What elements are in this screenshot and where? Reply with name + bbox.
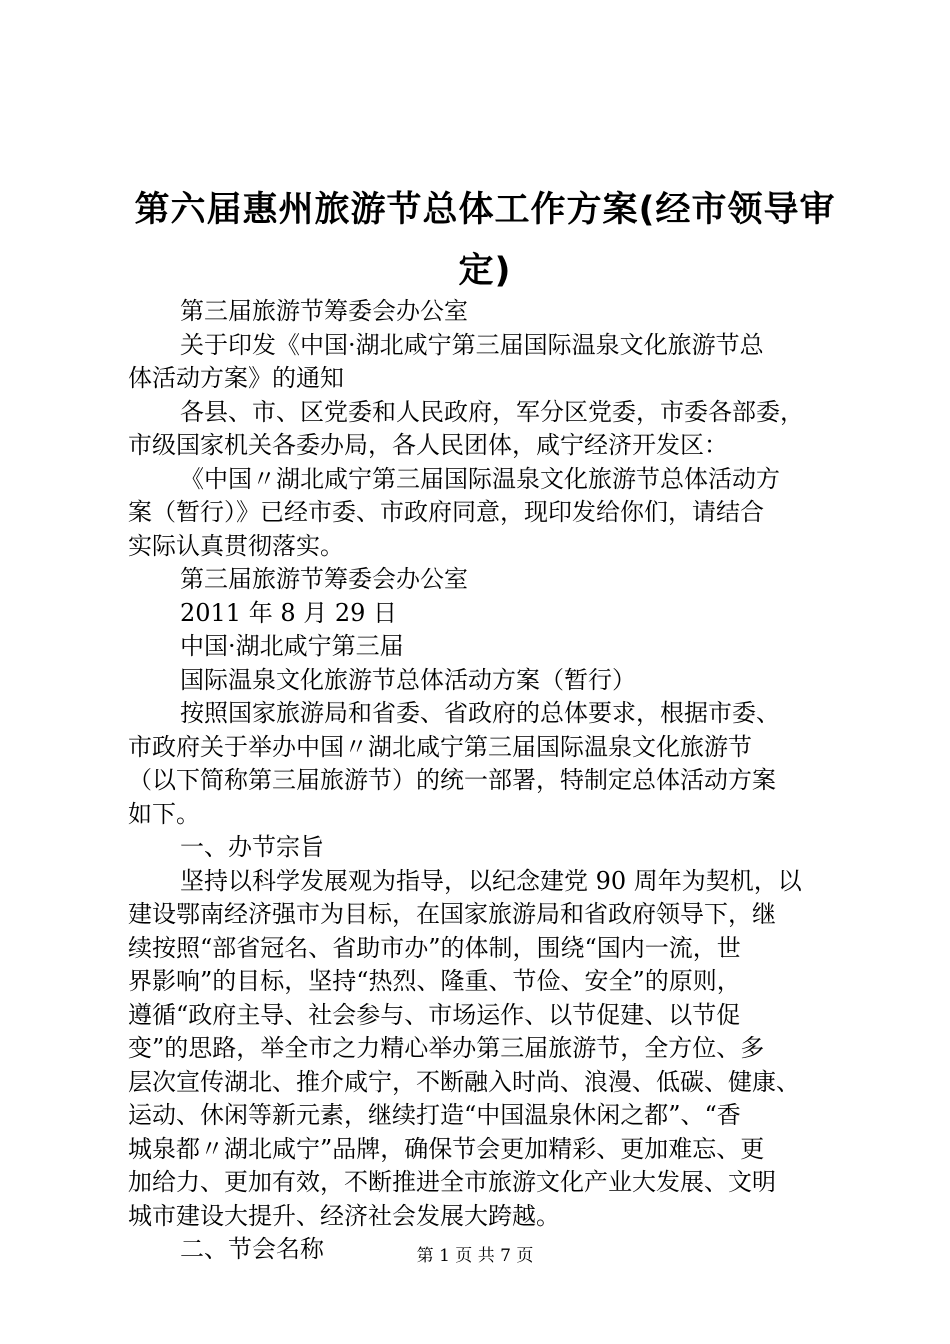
paragraph-line: 城泉都〃湖北咸宁”品牌，确保节会更加精彩、更加难忘、更 [128, 1134, 765, 1163]
paragraph-line: 层次宣传湖北、推介咸宁，不断融入时尚、浪漫、低碳、健康、 [128, 1067, 800, 1096]
paragraph-line: 变”的思路，举全市之力精心举办第三届旅游节，全方位、多 [128, 1034, 765, 1062]
paragraph-line: 运动、休闲等新元素，继续打造“中国温泉休闲之都”、“香 [128, 1101, 741, 1129]
paragraph-line: 中国·湖北咸宁第三届 [180, 632, 404, 660]
page-footer [0, 1246, 950, 1266]
paragraph-line: 界影响”的目标，坚持“热烈、隆重、节俭、安全”的原则， [128, 967, 741, 995]
paragraph-line: 第三届旅游节筹委会办公室 [180, 565, 468, 593]
paragraph-line: 实际认真贯彻落实。 [128, 531, 344, 560]
paragraph-line: 国际温泉文化旅游节总体活动方案（暂行） [180, 665, 636, 694]
paragraph-line: 按照国家旅游局和省委、省政府的总体要求，根据市委、 [180, 699, 780, 727]
document-body [128, 295, 848, 1267]
paragraph-line: 坚持以科学发展观为指导，以纪念建党 90 周年为契机，以 [180, 866, 802, 895]
paragraph-line: 遵循“政府主导、社会参与、市场运作、以节促建、以节促 [128, 1000, 741, 1029]
paragraph-line: 市政府关于举办中国〃湖北咸宁第三届国际温泉文化旅游节 [128, 732, 752, 761]
paragraph-line: 关于印发《中国·湖北咸宁第三届国际温泉文化旅游节总 [180, 330, 764, 359]
paragraph-line: 各县、市、区党委和人民政府，军分区党委，市委各部委， [180, 397, 804, 426]
paragraph-line: 案（暂行）》已经市委、市政府同意，现印发给你们，请结合 [128, 498, 764, 526]
paragraph-line: （以下简称第三届旅游节）的统一部署，特制定总体活动方案 [128, 766, 776, 794]
title-line-2: 定) [458, 251, 512, 291]
paragraph-line: 二、节会名称 [180, 1235, 324, 1263]
paragraph-line: 市级国家机关各委办局，各人民团体，咸宁经济开发区： [128, 431, 728, 459]
paragraph-line: 一、办节宗旨 [180, 833, 324, 861]
paragraph-line: 《中国〃湖北咸宁第三届国际温泉文化旅游节总体活动方 [180, 464, 780, 493]
paragraph-line: 第三届旅游节筹委会办公室 [180, 297, 468, 325]
paragraph-line: 建设鄂南经济强市为目标，在国家旅游局和省政府领导下，继 [128, 900, 776, 928]
page-number: 第 1 页 共 7 页 [416, 1246, 534, 1266]
paragraph-line: 2011 年 8 月 29 日 [180, 598, 398, 627]
paragraph-line: 续按照“部省冠名、省助市办”的体制，围绕“国内一流，世 [128, 933, 741, 962]
paragraph-line: 体活动方案》的通知 [128, 364, 344, 392]
document-title [100, 180, 870, 302]
paragraph-line: 如下。 [128, 799, 200, 828]
paragraph-line: 加给力、更加有效，不断推进全市旅游文化产业大发展、文明 [128, 1168, 776, 1196]
title-line-1: 第六届惠州旅游节总体工作方案(经市领导审 [134, 190, 836, 230]
paragraph-line: 城市建设大提升、经济社会发展大跨越。 [128, 1201, 560, 1230]
